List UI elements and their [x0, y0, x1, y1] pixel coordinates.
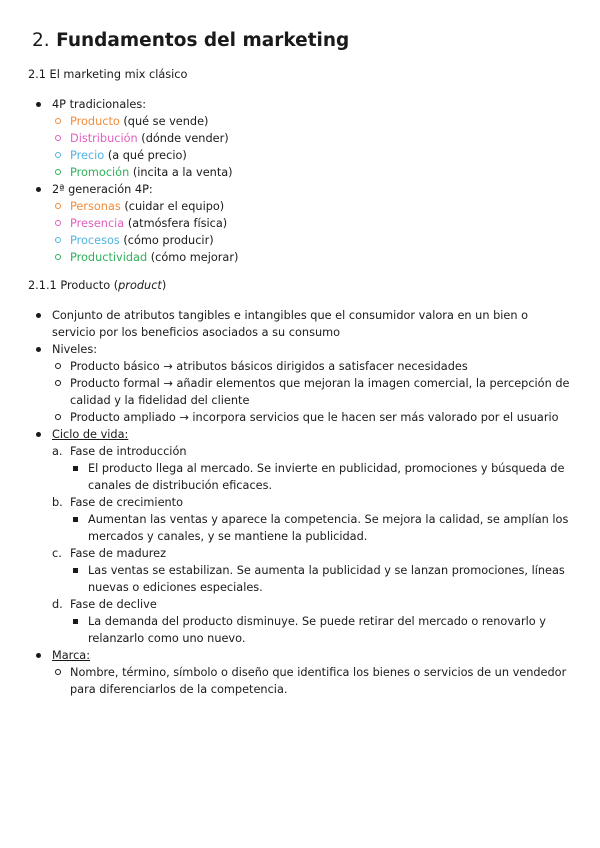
bullet-square [73, 568, 78, 573]
heading-prefix: 2.1.1 Producto ( [28, 279, 119, 292]
list-item [0, 647, 600, 664]
nivel-text: Producto ampliado → incorpora servicios que le hacen ser más valorado por el usuario [70, 411, 559, 424]
phase-letter: d. [52, 598, 63, 611]
bullet-square [73, 517, 78, 522]
niveles-label: Niveles: [52, 343, 98, 356]
phase-detail: El producto llega al mercado. Se invierte en publicidad, promociones y búsqueda de canales de distribución eficaces. [88, 462, 565, 492]
bullet-ring [55, 254, 61, 260]
bullet-ring [55, 414, 61, 420]
mix-desc: (dónde vender) [137, 132, 229, 145]
list-item [0, 147, 600, 164]
list-item [0, 545, 600, 562]
list-item [0, 130, 600, 147]
bullet-ring [55, 118, 61, 124]
bullet-ring [55, 203, 61, 209]
phase-name: Fase de crecimiento [70, 496, 184, 509]
nivel-text: Producto básico → atributos básicos dirigidos a satisfacer necesidades [70, 360, 468, 373]
mix-desc: (a qué precio) [104, 149, 187, 162]
phase-letter: c. [52, 547, 62, 560]
list-item [0, 596, 600, 613]
list-item [0, 215, 600, 232]
list-item [0, 341, 600, 358]
phase-name: Fase de introducción [70, 445, 187, 458]
mix-term: Producto [70, 115, 120, 128]
marketing-mix-list [0, 96, 600, 266]
producto-definition: Conjunto de atributos tangibles e intangibles que el consumidor valora en un bien o servicio por los beneficios asociados a su consumo [52, 309, 528, 339]
page-title-text: Fundamentos del marketing [56, 30, 350, 51]
mix-term: Personas [70, 200, 121, 213]
mix-term: Promoción [70, 166, 130, 179]
bullet-ring [55, 669, 61, 675]
list-item [0, 232, 600, 249]
list-item [0, 96, 600, 113]
bullet-dot [36, 432, 41, 437]
bullet-dot [36, 313, 41, 318]
list-item [0, 443, 600, 460]
list-item [0, 409, 600, 426]
page-title [32, 28, 349, 54]
nivel-text: Producto formal → añadir elementos que mejoran la imagen comercial, la percepción de calidad y la fidelidad del cliente [70, 377, 570, 407]
bullet-ring [55, 363, 61, 369]
phase-name: Fase de madurez [70, 547, 167, 560]
mix-desc: (qué se vende) [119, 115, 209, 128]
bullet-ring [55, 220, 61, 226]
list-item [0, 426, 600, 443]
mix-desc: (incita a la venta) [129, 166, 233, 179]
list-item [0, 562, 600, 596]
phase-detail: Aumentan las ventas y aparece la competencia. Se mejora la calidad, se amplían los mercados y canales, y se mantiene la publicidad. [88, 513, 569, 543]
list-item [0, 511, 600, 545]
list-item [0, 664, 600, 698]
phase-letter: b. [52, 496, 63, 509]
mix-term: Productividad [70, 251, 148, 264]
bullet-dot [36, 653, 41, 658]
ciclo-label: Ciclo de vida: [52, 428, 129, 441]
phase-detail: La demanda del producto disminuye. Se puede retirar del mercado o renovarlo y relanzarlo como uno nuevo. [88, 615, 546, 645]
list-item [0, 375, 600, 409]
section-heading-2-1-1 [28, 277, 166, 294]
bullet-dot [36, 102, 41, 107]
section-heading-2-1: 2.1 El marketing mix clásico [28, 68, 188, 81]
bullet-dot [36, 347, 41, 352]
marca-definition: Nombre, término, símbolo o diseño que identifica los bienes o servicios de un vendedor para diferenciarlos de la competencia. [70, 666, 567, 696]
heading-suffix: ) [161, 279, 167, 292]
phase-detail: Las ventas se estabilizan. Se aumenta la publicidad y se lanzan promociones, líneas nuevas o ediciones especiales. [88, 564, 565, 594]
phase-letter: a. [52, 445, 63, 458]
list-item [0, 307, 600, 341]
bullet-ring [55, 169, 61, 175]
mix-term: Precio [70, 149, 105, 162]
list-item [0, 164, 600, 181]
list-item [0, 494, 600, 511]
bullet-ring [55, 237, 61, 243]
marca-label: Marca: [52, 649, 91, 662]
bullet-ring [55, 152, 61, 158]
list-item [0, 113, 600, 130]
list-item [0, 249, 600, 266]
gen2-label: 2ª generación 4P: [52, 183, 153, 196]
list-item [0, 358, 600, 375]
trad-label: 4P tradicionales: [52, 98, 147, 111]
bullet-ring [55, 380, 61, 386]
bullet-dot [36, 187, 41, 192]
mix-desc: (atmósfera física) [124, 217, 228, 230]
bullet-square [73, 466, 78, 471]
mix-desc: (cómo producir) [119, 234, 214, 247]
mix-desc: (cuidar el equipo) [120, 200, 225, 213]
mix-term: Procesos [70, 234, 120, 247]
bullet-ring [55, 135, 61, 141]
list-item [0, 460, 600, 494]
list-item [0, 198, 600, 215]
mix-term: Presencia [70, 217, 125, 230]
page-title-number: 2. [32, 30, 50, 51]
heading-italic: product [118, 279, 162, 292]
mix-desc: (cómo mejorar) [147, 251, 239, 264]
list-item [0, 613, 600, 647]
mix-term: Distribución [70, 132, 138, 145]
phase-name: Fase de declive [70, 598, 157, 611]
producto-list [0, 307, 600, 698]
list-item [0, 181, 600, 198]
bullet-square [73, 619, 78, 624]
